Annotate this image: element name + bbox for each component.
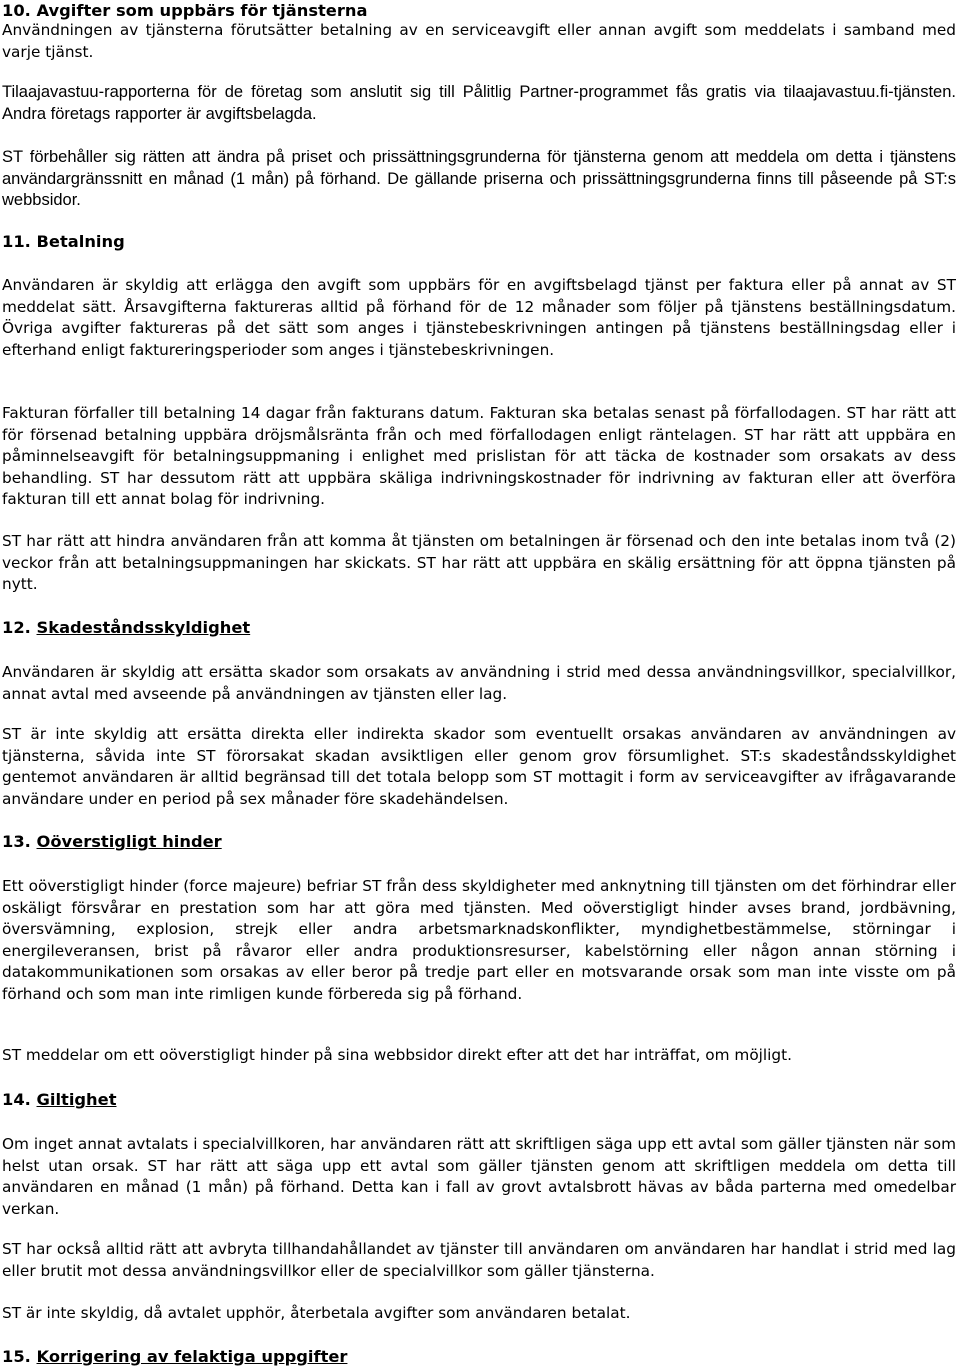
section-10-paragraph-3: ST förbehåller sig rätten att ändra på priset och prissättningsgrunderna för tjänsterna genom att meddela om detta i tjänstens användargränssnitt en månad (1 mån) på förhand. De gällande priserna och prissättningsgrunderna finns till påseende på ST:s webbsidor. (2, 148, 956, 210)
section-13-heading (2, 831, 956, 853)
section-14-number: 14. (2, 1090, 31, 1109)
section-14-paragraph-3: ST är inte skyldig, då avtalet upphör, återbetala avgifter som användaren betalat. (2, 1304, 631, 1322)
section-11-heading (2, 231, 956, 253)
section-14-paragraph-2: ST har också alltid rätt att avbryta tillhandahållandet av tjänster till användaren om användaren har handlat i strid med lag eller brutit mot dessa användningsvillkor eller de specialvillkor som gäller tjänsterna. (2, 1240, 956, 1280)
section-14-paragraph-1: Om inget annat avtalats i specialvillkoren, har användaren rätt att skriftligen säga upp ett avtal som gäller tjänsten när som helst utan orsak. ST har rätt att säga upp ett avtal som gäller tjänsten genom att skriftligen meddela om detta till användaren en månad (1 mån) på förhand. Detta kan i fall av grovt avtalsbrott hävas av båda parterna med omedelbar verkan. (2, 1135, 956, 1218)
section-11-paragraph-3: ST har rätt att hindra användaren från att komma åt tjänsten om betalningen är försenad och den inte betalas inom två (2) veckor från att betalningsuppmaningen har skickats. ST har rätt att uppbära en skälig ersättning för att öppna tjänsten på nytt. (2, 532, 956, 594)
section-10-paragraph-2: Tilaajavastuu-rapporterna för de företag som anslutit sig till Pålitlig Partner-programmet fås gratis via tilaajavastuu.fi-tjänsten. Andra företags rapporter är avgiftsbelagda. (2, 83, 956, 123)
section-13-paragraph-2: ST meddelar om ett oöverstigligt hinder på sina webbsidor direkt efter att det har inträffat, om möjligt. (2, 1046, 792, 1064)
section-11-paragraph-1: Användaren är skyldig att erlägga den avgift som uppbärs för en avgiftsbelagd tjänst per faktura eller på annat av ST meddelat sätt. Årsavgifterna faktureras alltid på förhand för de 12 månader som följer på tjänstens beställningsdatum. Övriga avgifter faktureras på det sätt som anges i tjänstebeskrivningen antingen på tjänstens beställningsdag eller i efterhand enligt faktureringsperioder som anges i tjänstebeskrivningen. (2, 276, 956, 359)
section-15-number: 15. (2, 1347, 31, 1366)
section-12-paragraph-1: Användaren är skyldig att ersätta skador som orsakats av användning i strid med dessa användningsvillkor, specialvillkor, annat avtal med avseende på användningen av tjänsten eller lag. (2, 663, 956, 703)
section-11-title: Betalning (36, 232, 125, 251)
section-10-paragraph-1: Användningen av tjänsterna förutsätter betalning av en serviceavgift eller annan avgift som meddelats i samband med varje tjänst. (2, 21, 956, 61)
section-14-heading (2, 1089, 956, 1111)
section-14-title: Giltighet (36, 1090, 117, 1109)
section-13-number: 13. (2, 832, 31, 851)
section-12-number: 12. (2, 618, 31, 637)
section-15-title: Korrigering av felaktiga uppgifter (36, 1347, 348, 1366)
section-12-heading (2, 617, 956, 639)
section-12-paragraph-2: ST är inte skyldig att ersätta direkta eller indirekta skador som eventuellt orsakas användaren av användningen av tjänsterna, såvida inte ST förorsakat skadan avsiktligen eller genom grov försumlighet. ST:s skadeståndsskyldighet gentemot användaren är alltid begränsad till det totala belopp som ST mottagit i form av serviceavgifter av ifrågavarande användare under en period på sex månader före skadehändelsen. (2, 725, 956, 808)
section-11-number: 11. (2, 232, 31, 251)
section-10-heading: 10. Avgifter som uppbärs för tjänsterna (2, 1, 368, 20)
section-15-heading (2, 1346, 956, 1368)
section-13-paragraph-1: Ett oöverstigligt hinder (force majeure) befriar ST från dess skyldigheter med anknytning till tjänsten om det förhindrar eller oskäligt försvårar en prestation som har att göra med tjänsten. Med oöverstigligt hinder avses brand, jordbävning, översvämning, explosion, strejk eller andra arbetsmarknadskonflikter, myndighetbestämmelse, störningar i energileveransen, brist på råvaror eller andra produktionsresurser, kabelstörning eller någon annan störning i datakommunikationen som orsakas av eller beror på tredje part eller en motsvarande orsak som man inte visste om på förhand och som man inte rimligen kunde förbereda sig på förhand. (2, 877, 956, 1003)
section-11-paragraph-2: Fakturan förfaller till betalning 14 dagar från fakturans datum. Fakturan ska betalas senast på förfallodagen. ST har rätt att för försenad betalning uppbära dröjsmålsränta från och med förfallodagen enligt räntelagen. ST har rätt att uppbära en påminnelseavgift för betalningsuppmaning i enlighet med prislistan för att täcka de kostnader som orsakats av dess behandling. ST har dessutom rätt att uppbära skäliga indrivningskostnader för indrivning av fakturan eller att överföra fakturan till ett annat bolag för indrivning. (2, 404, 956, 509)
section-13-title: Oöverstigligt hinder (36, 832, 222, 851)
section-12-title: Skadeståndsskyldighet (36, 618, 251, 637)
